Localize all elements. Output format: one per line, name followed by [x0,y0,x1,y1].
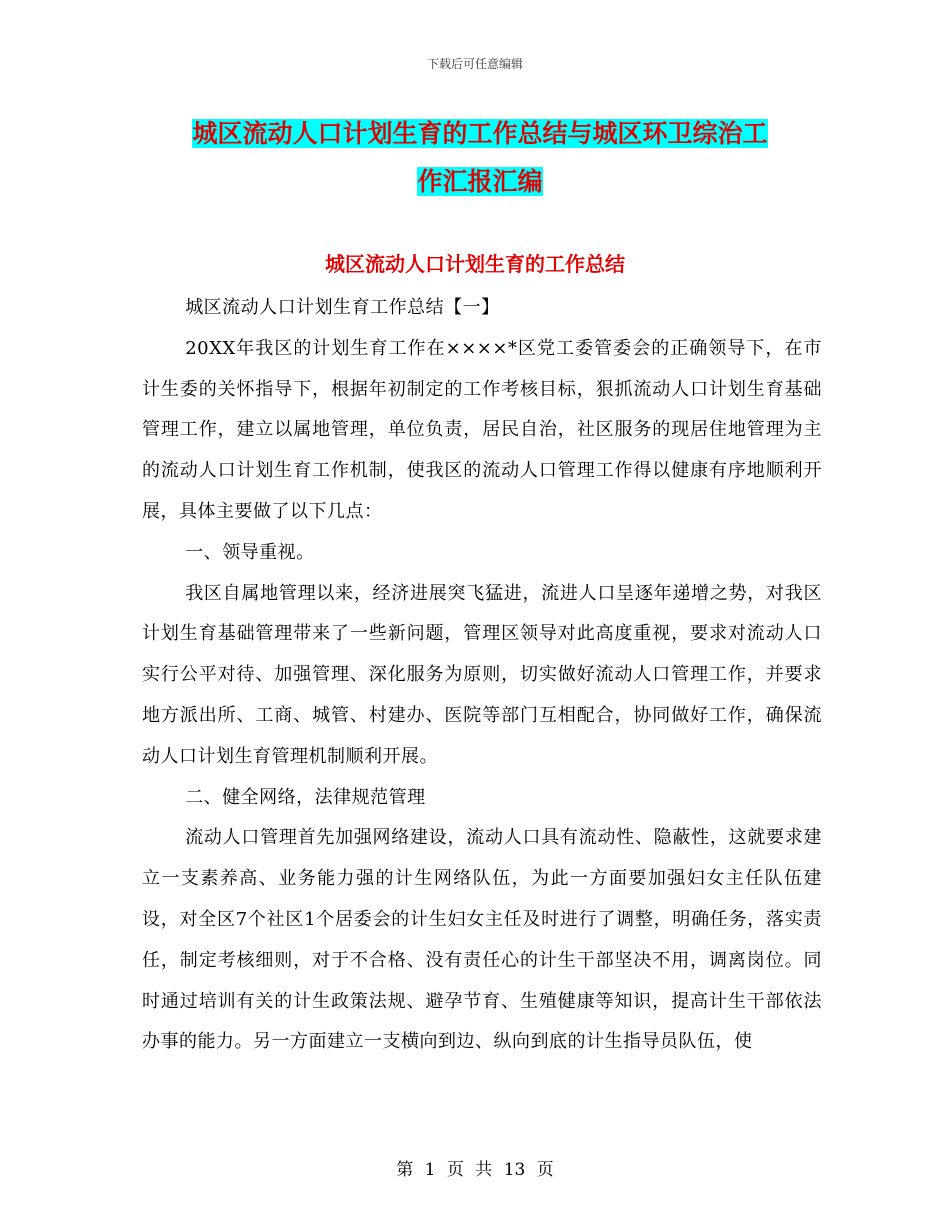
paragraph: 20XX年我区的计划生育工作在××××*区党工委管委会的正确领导下，在市计生委的关怀指导下，根据年初制定的工作考核目标，狠抓流动人口计划生育基础管理工作，建立以属地管理，单位负责，居民自治，社区服务的现居住地管理为主的流动人口计划生育工作机制，使我区的流动人口管理工作得以健康有序地顺利开展，具体主要做了以下几点： [142,337,822,522]
document-title [140,110,820,206]
document-title-line-2: 作汇报汇编 [417,167,543,196]
header-note: 下载后可任意编辑 [426,57,523,71]
paragraph: 一、领导重视。 [185,541,315,563]
paragraph: 我区自属地管理以来，经济进展突飞猛进，流进人口呈逐年递增之势，对我区计划生育基础管理带来了一些新问题，管理区领导对此高度重视，要求对流动人口实行公平对待、加强管理、深化服务为原则，切实做好流动人口管理工作，并要求地方派出所、工商、城管、村建办、医院等部门互相配合，协同做好工作，确保流动人口计划生育管理机制顺利开展。 [142,582,822,767]
section-title: 城区流动人口计划生育的工作总结 [325,252,625,276]
document-title-line-1: 城区流动人口计划生育的工作总结与城区环卫综治工 [192,119,768,148]
paragraph: 流动人口管理首先加强网络建设，流动人口具有流动性、隐蔽性，这就要求建立一支素养高、业务能力强的计生网络队伍，为此一方面要加强妇女主任队伍建设，对全区7个社区1个居委会的计生妇女主任及时进行了调整，明确任务，落实责任，制定考核细则，对于不合格、没有责任心的计生干部坚决不用，调离岗位。同时通过培训有关的计生政策法规、避孕节育、生殖健康等知识，提高计生干部依法办事的能力。另一方面建立一支横向到边、纵向到底的计生指导员队伍，使 [142,827,822,1053]
body-text [142,288,822,1063]
paragraph: 城区流动人口计划生育工作总结【一】 [185,297,500,318]
page-footer: 第 1 页 共 13 页 [396,1160,554,1180]
paragraph: 二、健全网络，法律规范管理 [185,786,426,808]
